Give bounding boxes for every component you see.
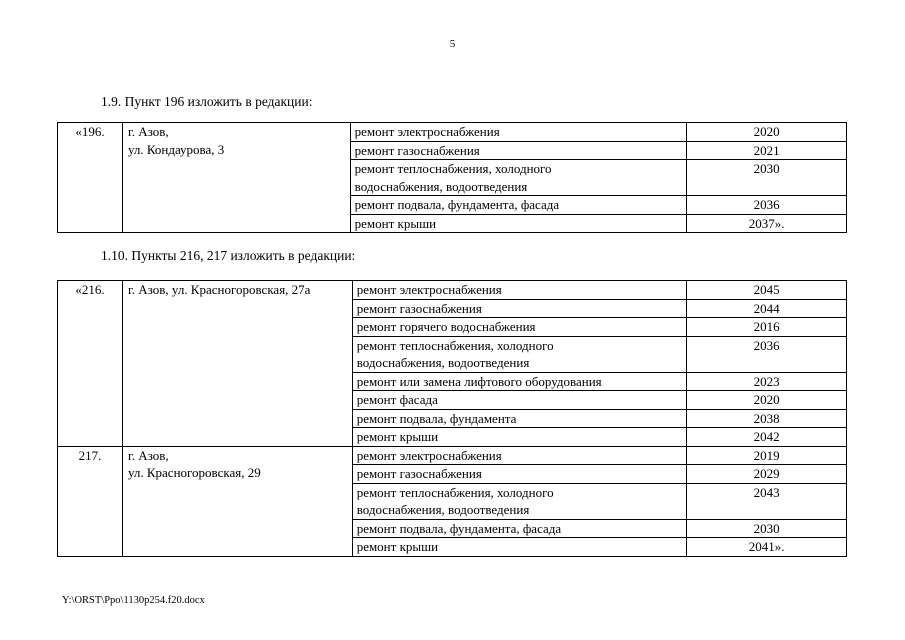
year-cell: 2016: [687, 318, 847, 337]
work-type-line: ремонт электроснабжения: [356, 447, 502, 463]
work-type-cell: [350, 141, 687, 160]
work-type-cell: [352, 281, 687, 300]
work-type-cell: [352, 318, 687, 337]
address-line: г. Азов, ул. Красногоровская, 27а: [127, 282, 311, 297]
work-type-cell: [352, 538, 687, 557]
table-row: [58, 446, 847, 465]
work-type-line: ремонт электроснабжения: [356, 282, 502, 297]
work-type-line: ремонт крыши: [356, 429, 439, 444]
section-heading-1-10: 1.10. Пункты 216, 217 изложить в редакции:: [101, 248, 356, 263]
year-cell: 2030: [687, 519, 847, 538]
work-type-line: ремонт горячего водоснабжения: [356, 319, 536, 334]
work-type-cell: [352, 446, 687, 465]
year-cell: 2044: [687, 299, 847, 318]
work-type-cell: [350, 196, 687, 215]
work-type-line: водоснабжения, водоотведения: [354, 178, 528, 194]
work-type-cell: [352, 519, 687, 538]
work-type-line: ремонт крыши: [356, 539, 439, 554]
work-type-line: ремонт газоснабжения: [356, 466, 482, 481]
table-items-216-217: [57, 280, 847, 557]
work-type-cell: [352, 299, 687, 318]
table-row: [58, 281, 847, 300]
work-type-cell: [352, 428, 687, 447]
work-type-cell: [352, 336, 687, 372]
work-type-line: ремонт газоснабжения: [356, 300, 482, 316]
address-cell: [122, 281, 352, 447]
work-type-line: ремонт фасада: [356, 392, 438, 407]
table-item-196: [57, 122, 847, 233]
year-cell: 2019: [687, 446, 847, 465]
work-type-line: ремонт теплоснабжения, холодного: [356, 484, 554, 500]
work-type-line: ремонт теплоснабжения, холодного: [354, 161, 552, 176]
page-number: 5: [449, 38, 456, 50]
address-cell: [122, 123, 350, 233]
year-cell: 2023: [687, 372, 847, 391]
year-cell: 2030: [687, 160, 847, 196]
year-cell: 2036: [687, 336, 847, 372]
work-type-cell: [350, 160, 687, 196]
work-type-cell: [352, 409, 687, 428]
year-cell: 2041».: [687, 538, 847, 557]
work-type-line: ремонт крыши: [354, 215, 437, 231]
address-line: г. Азов,: [127, 447, 169, 463]
item-number: «196.: [58, 123, 123, 233]
section-heading-1-9: 1.9. Пункт 196 изложить в редакции:: [101, 94, 313, 109]
item-number: «216.: [58, 281, 123, 447]
year-cell: 2029: [687, 465, 847, 484]
work-type-cell: [352, 483, 687, 519]
item-number: 217.: [58, 446, 123, 556]
work-type-line: ремонт подвала, фундамента, фасада: [356, 520, 562, 536]
work-type-line: ремонт подвала, фундамента, фасада: [354, 197, 560, 212]
year-cell: 2020: [687, 391, 847, 410]
year-cell: 2020: [687, 123, 847, 142]
address-line: ул. Кондаурова, 3: [127, 141, 225, 157]
work-type-line: ремонт электроснабжения: [354, 124, 500, 139]
year-cell: 2045: [687, 281, 847, 300]
work-type-line: водоснабжения, водоотведения: [356, 355, 530, 370]
work-type-line: ремонт подвала, фундамента: [356, 410, 517, 426]
year-cell: 2043: [687, 483, 847, 519]
year-cell: 2021: [687, 141, 847, 160]
work-type-line: ремонт теплоснабжения, холодного: [356, 337, 554, 353]
year-cell: 2036: [687, 196, 847, 215]
address-line: г. Азов,: [127, 124, 169, 139]
address-line: ул. Красногоровская, 29: [127, 465, 261, 480]
year-cell: 2042: [687, 428, 847, 447]
work-type-line: ремонт газоснабжения: [354, 142, 480, 158]
address-cell: [122, 446, 352, 556]
work-type-cell: [352, 391, 687, 410]
work-type-cell: [350, 214, 687, 233]
table-row: [58, 123, 847, 142]
work-type-line: водоснабжения, водоотведения: [356, 502, 530, 517]
year-cell: 2038: [687, 409, 847, 428]
work-type-cell: [352, 465, 687, 484]
work-type-cell: [352, 372, 687, 391]
year-cell: 2037».: [687, 214, 847, 233]
work-type-cell: [350, 123, 687, 142]
file-path-footer: Y:\ORST\Ppo\1130p254.f20.docx: [62, 595, 205, 606]
work-type-line: ремонт или замена лифтового оборудования: [356, 373, 602, 389]
